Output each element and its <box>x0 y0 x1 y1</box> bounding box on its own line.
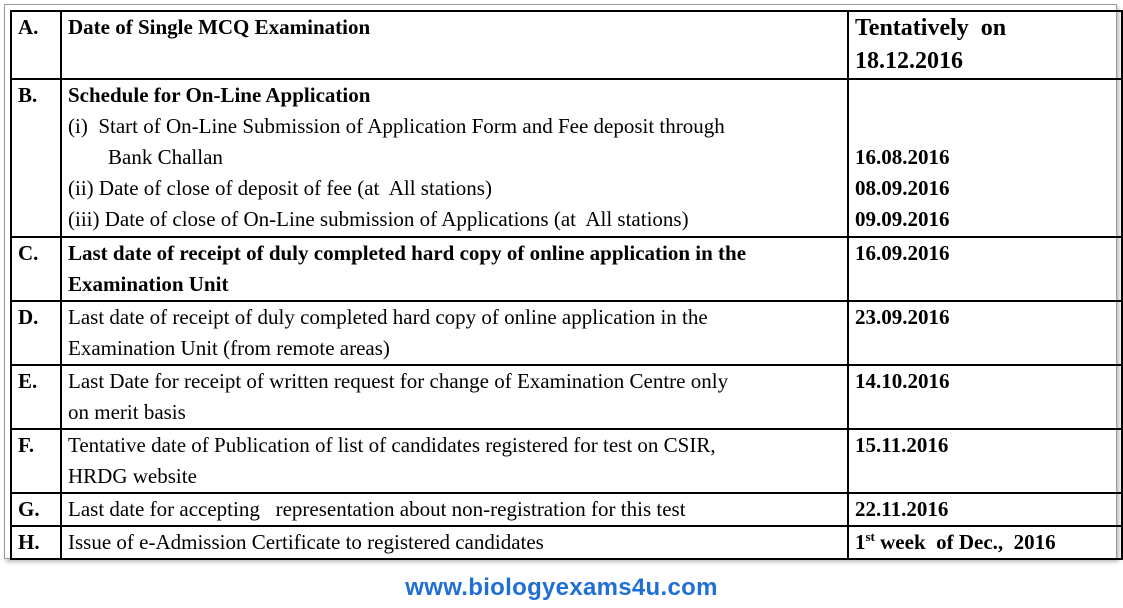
schedule-item: (iii) Date of close of On-Line submission of Applications (at All stations) <box>68 207 689 231</box>
row-description <box>61 429 848 493</box>
row-description: Last date for accepting representation about non-registration for this test <box>61 493 848 526</box>
desc-line: Last date of receipt of duly completed hard copy of online application in the <box>68 305 708 329</box>
row-date <box>848 79 1122 237</box>
table-row <box>11 237 1122 301</box>
date-line: Tentatively on <box>855 15 1007 41</box>
schedule-item: (ii) Date of close of deposit of fee (at All stations) <box>68 176 492 200</box>
schedule-item-cont: Bank Challan <box>108 145 223 169</box>
date-part: week of Dec., 2016 <box>874 530 1056 554</box>
table-row <box>11 429 1122 493</box>
date-value: 09.09.2016 <box>855 207 950 231</box>
desc-line: Examination Unit <box>68 272 229 296</box>
row-date: 22.11.2016 <box>848 493 1122 526</box>
date-line: 18.12.2016 <box>855 48 963 74</box>
row-label: D. <box>11 301 61 365</box>
row-label: G. <box>11 493 61 526</box>
table-row <box>11 79 1122 237</box>
desc-line: Tentative date of Publication of list of candidates registered for test on CSIR, <box>68 433 716 457</box>
desc-line: HRDG website <box>68 464 197 488</box>
watermark-link[interactable]: www.biologyexams4u.com <box>405 574 718 601</box>
row-date: 14.10.2016 <box>848 365 1122 429</box>
date-value: 08.09.2016 <box>855 176 950 200</box>
row-label: E. <box>11 365 61 429</box>
row-date: 16.09.2016 <box>848 237 1122 301</box>
row-description <box>61 301 848 365</box>
desc-line: Last Date for receipt of written request for change of Examination Centre only <box>68 369 729 393</box>
row-label: H. <box>11 526 61 559</box>
row-description <box>61 365 848 429</box>
table-row <box>11 365 1122 429</box>
row-date: 23.09.2016 <box>848 301 1122 365</box>
date-part: 1 <box>855 530 866 554</box>
row-date <box>848 526 1122 559</box>
table-row <box>11 11 1122 79</box>
row-label: F. <box>11 429 61 493</box>
row-description <box>61 79 848 237</box>
desc-line: on merit basis <box>68 400 186 424</box>
exam-schedule-table <box>10 10 1123 560</box>
row-label: C. <box>11 237 61 301</box>
desc-line: Examination Unit (from remote areas) <box>68 336 390 360</box>
schedule-item: (i) Start of On-Line Submission of Application Form and Fee deposit through <box>68 114 725 138</box>
desc-line: Last date of receipt of duly completed hard copy of online application in the <box>68 241 747 265</box>
row-label: B. <box>11 79 61 237</box>
date-ordinal: st <box>865 529 875 544</box>
row-description: Date of Single MCQ Examination <box>61 11 848 79</box>
row-description: Issue of e-Admission Certificate to registered candidates <box>61 526 848 559</box>
row-date: 15.11.2016 <box>848 429 1122 493</box>
table-row <box>11 526 1122 559</box>
section-title: Schedule for On-Line Application <box>68 83 371 107</box>
row-label: A. <box>11 11 61 79</box>
table-row <box>11 493 1122 526</box>
row-description <box>61 237 848 301</box>
table-row <box>11 301 1122 365</box>
date-value: 16.08.2016 <box>855 145 950 169</box>
row-date <box>848 11 1122 79</box>
